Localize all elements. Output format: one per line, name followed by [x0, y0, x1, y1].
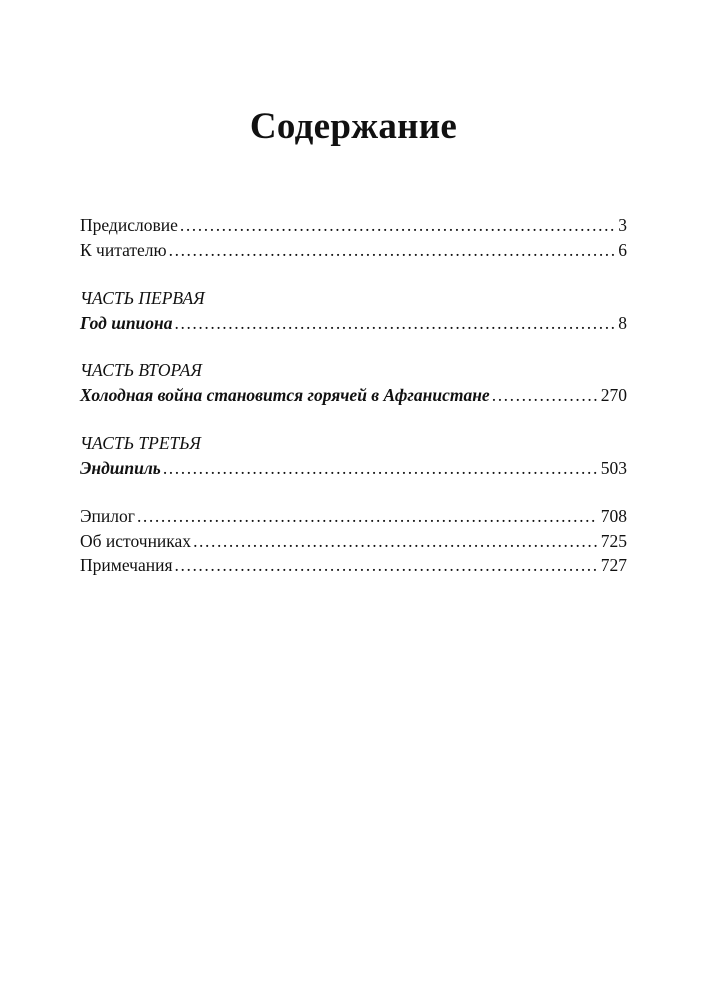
- toc-page-number: 725: [600, 531, 627, 551]
- toc-page-number: 708: [600, 506, 627, 526]
- dot-leader: [163, 460, 598, 478]
- toc-page-number: 503: [600, 458, 627, 478]
- part-three-heading: ЧАСТЬ ТРЕТЬЯ: [80, 433, 201, 453]
- toc-entry-epilogue[interactable]: [80, 508, 627, 526]
- toc-entry-notes[interactable]: [80, 557, 627, 575]
- toc-entry-label: Об источниках: [80, 531, 192, 551]
- toc-entry-preface[interactable]: [80, 217, 627, 235]
- dot-leader: [175, 315, 616, 333]
- toc-entry-label: К читателю: [80, 240, 167, 260]
- toc-entry-part-three[interactable]: [80, 460, 627, 478]
- toc-entry-label: Холодная война становится горячей в Афганистане: [80, 385, 490, 405]
- page-title: Содержание: [249, 106, 458, 147]
- dot-leader: [169, 242, 616, 260]
- toc-entry-label: Эндшпиль: [80, 458, 161, 478]
- toc-page-number: 8: [618, 313, 627, 333]
- toc-page-number: 270: [600, 385, 627, 405]
- toc-entry-label: Предисловие: [80, 215, 178, 235]
- toc-entry-part-one[interactable]: [80, 315, 627, 333]
- part-one-heading: ЧАСТЬ ПЕРВАЯ: [80, 288, 205, 308]
- dot-leader: [492, 387, 598, 405]
- toc-entry-label: Примечания: [80, 555, 173, 575]
- toc-page-number: 727: [600, 555, 627, 575]
- toc-entry-to-reader[interactable]: [80, 242, 627, 260]
- dot-leader: [175, 557, 598, 575]
- toc-entry-sources[interactable]: [80, 533, 627, 551]
- dot-leader: [193, 533, 598, 551]
- toc-entry-part-two[interactable]: [80, 387, 627, 405]
- toc-entry-label: Эпилог: [80, 506, 135, 526]
- dot-leader: [180, 217, 615, 235]
- dot-leader: [137, 508, 598, 526]
- toc-entry-label: Год шпиона: [80, 313, 173, 333]
- toc-page-number: 6: [618, 240, 627, 260]
- part-two-heading: ЧАСТЬ ВТОРАЯ: [80, 360, 202, 380]
- toc-page-number: 3: [618, 215, 627, 235]
